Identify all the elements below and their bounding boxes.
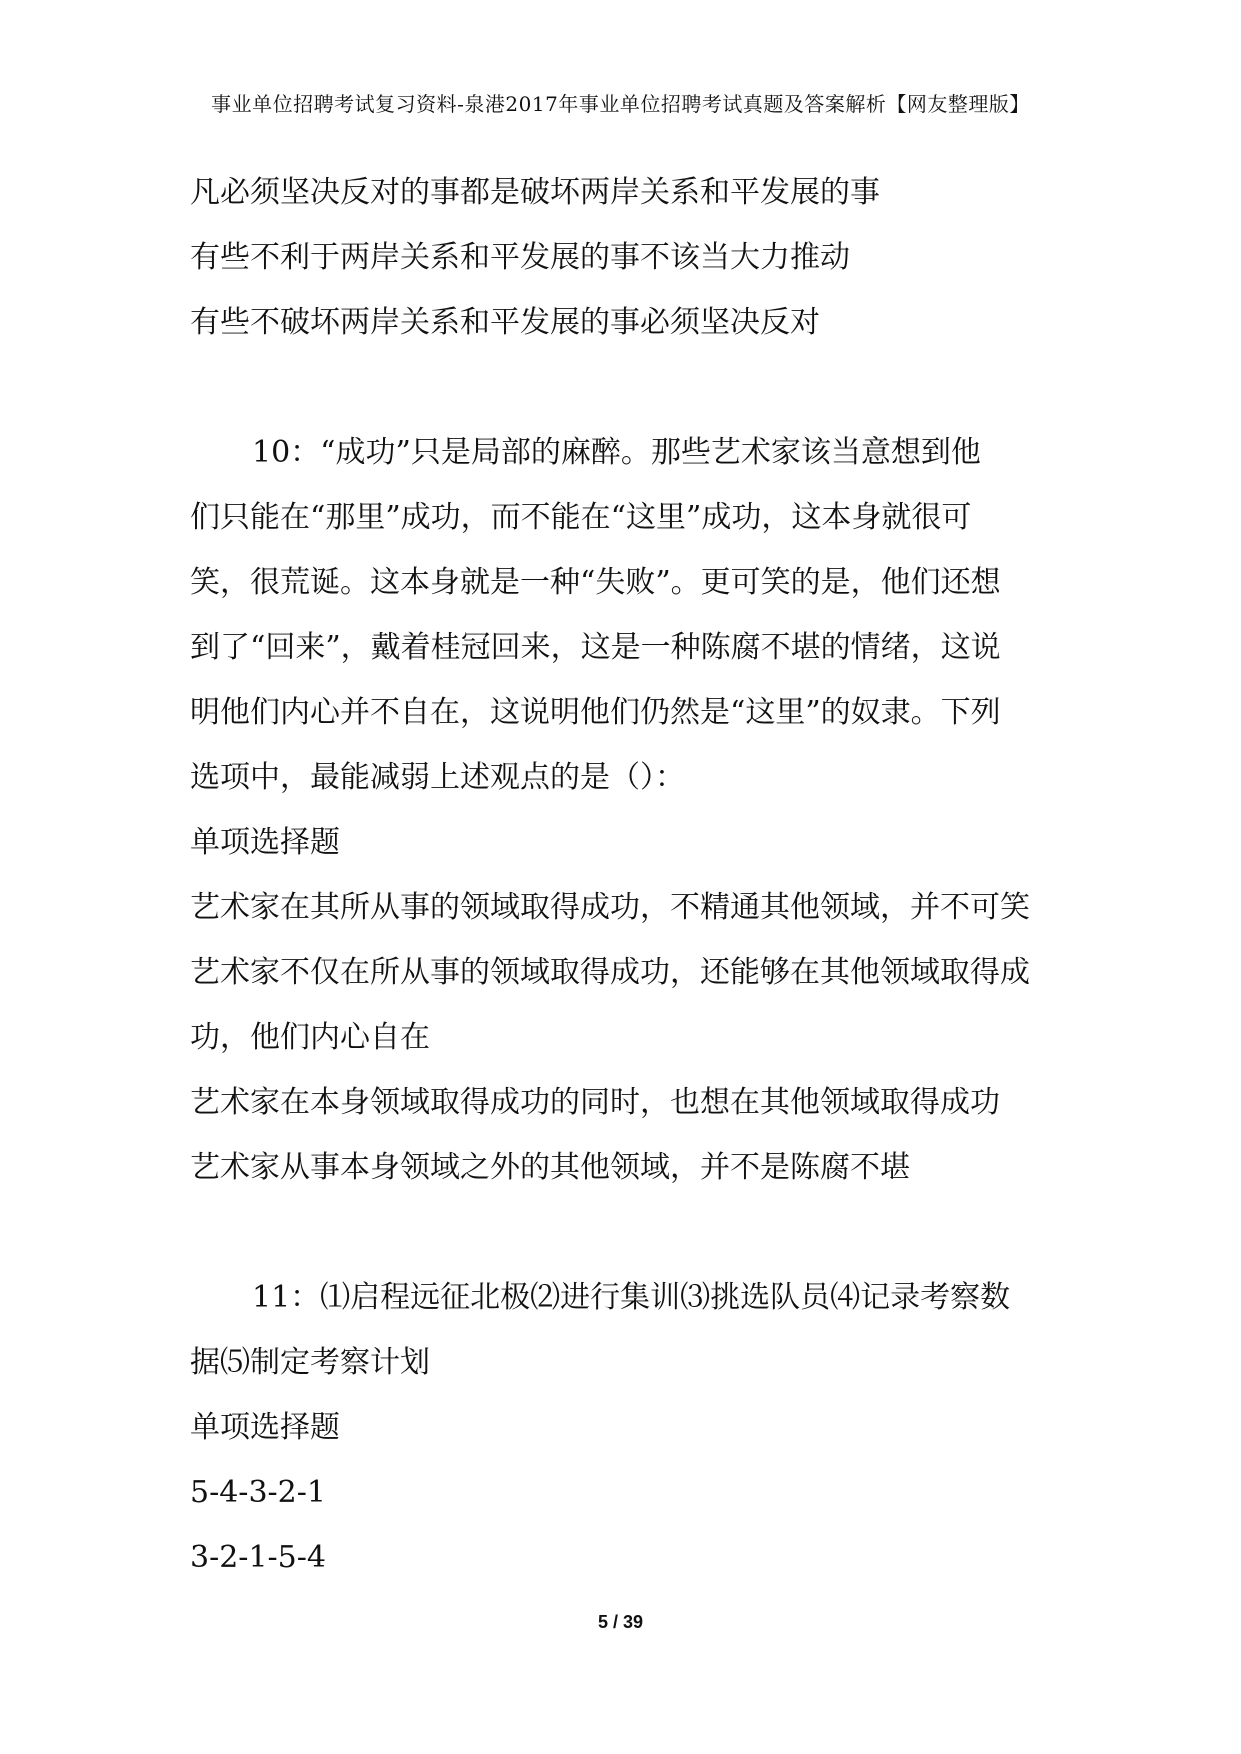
option-line: 艺术家不仅在所从事的领域取得成功，还能够在其他领域取得成 — [190, 955, 1030, 990]
option-line: 艺术家在其所从事的领域取得成功，不精通其他领域，并不可笑 — [190, 890, 1030, 925]
option-line: 5-4-3-2-1 — [190, 1475, 326, 1510]
question-stem-line: 明他们内心并不自在，这说明他们仍然是“这里”的奴隶。下列 — [190, 695, 1001, 730]
question-stem-line: 选项中，最能减弱上述观点的是（）： — [190, 760, 685, 795]
option-line: 艺术家在本身领域取得成功的同时，也想在其他领域取得成功 — [190, 1085, 1000, 1120]
question-11 — [190, 1265, 1060, 1590]
question-stem-line: 们只能在“那里”成功，而不能在“这里”成功，这本身就很可 — [190, 500, 972, 535]
page-header: 事业单位招聘考试复习资料-泉港2017年事业单位招聘考试真题及答案解析【网友整理版】 — [211, 92, 1030, 116]
question-stem-line: 笑，很荒诞。这本身就是一种“失败”。更可笑的是，他们还想 — [190, 565, 1001, 600]
question-10 — [190, 420, 1060, 1200]
option-line: 有些不破坏两岸关系和平发展的事必须坚决反对 — [190, 305, 820, 340]
page-number: 5 / 39 — [597, 1612, 644, 1632]
question-stem-line: 10：“成功”只是局部的麻醉。那些艺术家该当意想到他 — [252, 435, 981, 470]
option-line: 艺术家从事本身领域之外的其他领域，并不是陈腐不堪 — [190, 1150, 910, 1185]
question-stem-line: 到了“回来”，戴着桂冠回来，这是一种陈腐不堪的情绪，这说 — [190, 630, 1001, 665]
question-stem-line: 11：⑴启程远征北极⑵进行集训⑶挑选队员⑷记录考察数 — [252, 1280, 1011, 1315]
option-line: 有些不利于两岸关系和平发展的事不该当大力推动 — [190, 240, 850, 275]
option-line: 凡必须坚决反对的事都是破坏两岸关系和平发展的事 — [190, 175, 880, 210]
question-type: 单项选择题 — [190, 825, 340, 860]
option-line: 功，他们内心自在 — [190, 1020, 430, 1055]
document-body — [190, 160, 1060, 1590]
option-line: 3-2-1-5-4 — [190, 1540, 326, 1575]
question-type: 单项选择题 — [190, 1410, 340, 1445]
question-stem-line: 据⑸制定考察计划 — [190, 1345, 430, 1380]
